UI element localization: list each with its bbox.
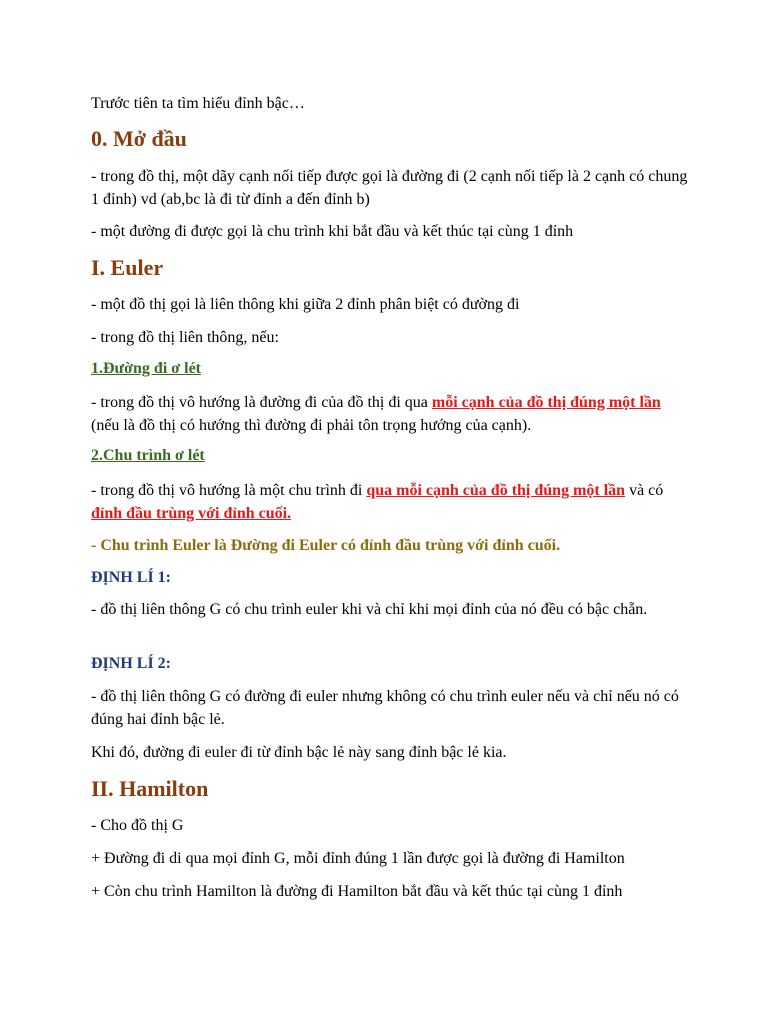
euler-circuit-text-middle: và có	[625, 482, 664, 499]
theorem-1-text: - đồ thị liên thông G có chu trình euler khi và chỉ khi mọi đỉnh của nó đều có bậc chẵn.	[91, 601, 648, 618]
section-1-heading: I. Euler	[91, 255, 164, 280]
section-0-paragraph-2: - một đường đi được gọi là chu trình khi bắt đầu và kết thúc tại cùng 1 đỉnh	[91, 223, 574, 240]
euler-circuit-highlight-2: đỉnh đầu trùng với đỉnh cuối.	[91, 505, 292, 522]
intro-text: Trước tiên ta tìm hiểu đỉnh bậc…	[91, 95, 305, 112]
section-2-paragraph-1: - Cho đồ thị G	[91, 817, 184, 834]
theorem-2-text: - đồ thị liên thông G có đường đi euler nhưng không có chu trình euler nếu và chỉ nếu nó có đúng hai đỉnh bậc lẻ.	[91, 688, 679, 728]
subsection-euler-path-heading: 1.Đường đi ơ lét	[91, 360, 201, 377]
euler-circuit-highlight-1: qua mỗi cạnh của đồ thị đúng một lần	[366, 482, 626, 499]
section-0-heading: 0. Mở đầu	[91, 126, 187, 151]
theorem-2-title: ĐỊNH LÍ 2:	[91, 655, 172, 672]
euler-path-text-before: - trong đồ thị vô hướng là đường đi của đồ thị đi qua	[91, 394, 432, 411]
section-2-paragraph-2: + Đường đi di qua mọi đỉnh G, mỗi đỉnh đúng 1 lần được gọi là đường đi Hamilton	[91, 850, 625, 867]
euler-circuit-note: - Chu trình Euler là Đường đi Euler có đỉnh đầu trùng với đỉnh cuối.	[91, 537, 561, 554]
section-2-heading: II. Hamilton	[91, 776, 209, 801]
section-0-paragraph-1: - trong đồ thị, một dãy cạnh nối tiếp được gọi là đường đi (2 cạnh nối tiếp là 2 cạnh có chung 1 đỉnh) vd (ab,bc là đi từ đỉnh a đến đỉnh b)	[91, 168, 688, 208]
euler-path-text-after: (nếu là đồ thị có hướng thì đường đi phải tôn trọng hướng của cạnh).	[91, 417, 532, 434]
euler-path-definition	[91, 391, 691, 437]
section-1-paragraph-2: - trong đồ thị liên thông, nếu:	[91, 329, 279, 346]
euler-path-highlight: mỗi cạnh của đồ thị đúng một lần	[431, 394, 661, 411]
euler-circuit-definition	[91, 479, 691, 525]
euler-circuit-text-before: - trong đồ thị vô hướng là một chu trình đi	[91, 482, 367, 499]
section-2-paragraph-3: + Còn chu trình Hamilton là đường đi Hamilton bắt đầu và kết thúc tại cùng 1 đỉnh	[91, 883, 623, 900]
subsection-euler-circuit-heading: 2.Chu trình ơ lét	[91, 447, 205, 464]
theorem-2-consequence: Khi đó, đường đi euler đi từ đỉnh bậc lẻ này sang đỉnh bậc lẻ kia.	[91, 744, 507, 761]
section-1-paragraph-1: - một đồ thị gọi là liên thông khi giữa 2 đỉnh phân biệt có đường đi	[91, 296, 520, 313]
theorem-1-title: ĐỊNH LÍ 1:	[91, 569, 172, 586]
